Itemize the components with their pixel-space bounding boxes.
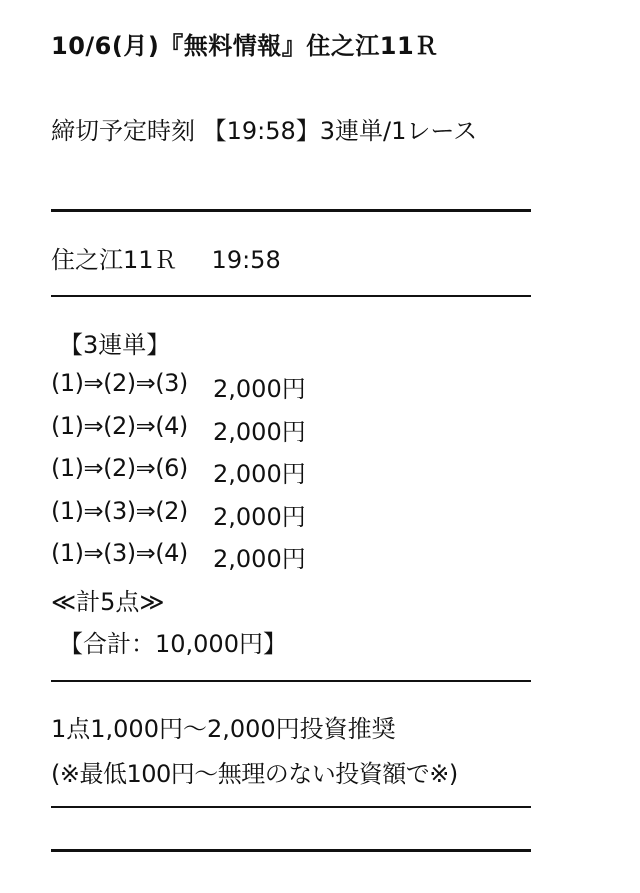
- race-name: 住之江11Ｒ: [51, 246, 178, 274]
- race-time: 19:58: [211, 246, 281, 274]
- bet-type-header: 【3連単】: [59, 331, 171, 359]
- divider: [51, 849, 531, 852]
- bet-amount: 2,000円: [213, 460, 306, 488]
- race-info: [51, 240, 281, 275]
- bet-item: [51, 497, 306, 540]
- bet-combo: (1)⇒(2)⇒(3): [51, 369, 188, 397]
- bet-amount: 2,000円: [213, 502, 306, 531]
- bet-item: [51, 412, 306, 455]
- bet-amount: 2,000円: [213, 545, 306, 573]
- deadline-text: 締切予定時刻 【19:58】3連単/1レース: [51, 117, 478, 145]
- divider: [51, 680, 531, 682]
- bet-amount: 2,000円: [213, 417, 306, 446]
- bet-combo: (1)⇒(2)⇒(6): [51, 454, 188, 482]
- bet-item: [51, 369, 306, 412]
- bet-count: ≪計5点≫: [51, 588, 165, 616]
- bet-amount: 2,000円: [213, 375, 306, 403]
- divider: [51, 209, 531, 212]
- bet-combo: (1)⇒(3)⇒(2): [51, 496, 188, 525]
- bet-list: [51, 369, 306, 582]
- divider: [51, 295, 531, 297]
- bet-item: [51, 454, 306, 497]
- page-title: 10/6(月)『無料情報』住之江11Ｒ: [51, 32, 439, 60]
- investment-note: (※最低100円～無理のない投資額で※): [51, 760, 458, 788]
- divider: [51, 806, 531, 808]
- bet-combo: (1)⇒(2)⇒(4): [51, 411, 188, 440]
- investment-advice: 1点1,000円～2,000円投資推奨: [51, 715, 396, 743]
- bet-total: 【合計：10,000円】: [59, 630, 287, 658]
- bet-item: [51, 539, 306, 582]
- bet-combo: (1)⇒(3)⇒(4): [51, 539, 188, 567]
